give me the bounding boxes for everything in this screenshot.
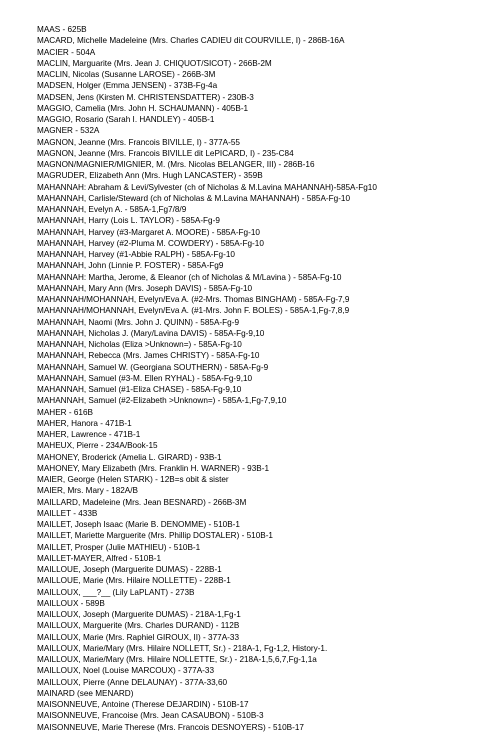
index-entry: MAHANNAH, Naomi (Mrs. John J. QUINN) - 585A-Fg-9 (37, 317, 239, 327)
index-entry: MAGGIO, Camelia (Mrs. John H. SCHAUMANN) - 405B-1 (37, 103, 249, 113)
index-entry: MAISONNEUVE, Marie Therese (Mrs. Francois DESNOYERS) - 510B-17 (37, 722, 304, 732)
index-entry: MAHONEY, Broderick (Amelia L. GIRARD) - 93B-1 (37, 452, 222, 462)
index-entry: MAHANNAH, Harvey (#1-Abbie RALPH) - 585A-Fg-10 (37, 250, 235, 259)
index-entry: MAIER, George (Helen STARK) - 12B=s obit & sister (37, 475, 229, 484)
index-entry: MAHANNAH, Harry (Lois L. TAYLOR) - 585A-Fg-9 (37, 216, 220, 226)
index-entry (37, 733, 489, 744)
index-entry: MAHANNAH/MOHANNAH, Evelyn/Eva A. (#1-Mrs. John F. BOLES) - 585A-1,Fg-7,8,9 (37, 306, 350, 316)
index-entry: MACARD, Michelle Madeleine (Mrs. Charles CADIEU dit COURVILLE, I) - 286B-16A (37, 36, 345, 46)
index-entry: MAILLET, Mariette Marguerite (Mrs. Phillip DOSTALER) - 510B-1 (37, 531, 273, 541)
index-entry: MAISONNEUVE, Francoise (Mrs. Jean CASAUBON) - 510B-3 (37, 711, 264, 721)
index-entry: MAHANNAH/MOHANNAH, Evelyn/Eva A. (#2-Mrs. Thomas BINGHAM) - 585A-Fg-7,9 (37, 295, 350, 304)
index-entry: MAILLOUX, Joseph (Marguerite DUMAS) - 218A-1,Fg-1 (37, 610, 241, 619)
index-entry: MADSEN, Holger (Emma JENSEN) - 373B-Fg-4a (37, 81, 218, 91)
index-entry: MAHER, Hanora - 471B-1 (37, 418, 132, 428)
index-entry: MAHANNAH, Samuel (#1-Eliza CHASE) - 585A-Fg-9,10 (37, 385, 242, 394)
index-entry: MAILLOUX, ___?__ (Lily LaPLANT) - 273B (37, 587, 195, 597)
index-entry: MAILLOUX, Marguerite (Mrs. Charles DURAND) - 112B (37, 621, 240, 631)
index-entry: MAILLET - 433B (37, 508, 98, 518)
index-entry: MAGNER - 532A (37, 126, 100, 136)
index-entry: MAHANNAH, Samuel (#3-M. Ellen RYHAL) - 585A-Fg-9,10 (37, 373, 253, 383)
index-entry: MAGNON, Jeanne (Mrs. Francois BIVILLE dit LePICARD, I) - 235-C84 (37, 148, 294, 158)
index-entry: MACIER - 504A (37, 47, 96, 57)
index-entry: MAINARD (see MENARD) (37, 688, 134, 698)
index-entry: MAHANNAH, Carlisle/Steward (ch of Nicholas & M.Lavina MAHANNAH) - 585A-Fg-10 (37, 193, 351, 203)
index-entry: MAHANNAH: Martha, Jerome, & Eleanor (ch of Nicholas & M/Lavina ) - 585A-Fg-10 (37, 272, 342, 282)
index-entry: MAILLOUE, Marie (Mrs. Hilaire NOLLETTE) - 228B-1 (37, 576, 231, 586)
index-entry: MAILLOUX, Marie/Mary (Mrs. Hilaire NOLLETTE, Sr.) - 218A-1,5,6,7,Fg-1,1a (37, 655, 317, 664)
index-entry: MAHANNAH, John (Linnie P. FOSTER) - 585A-Fg9 (37, 261, 224, 271)
index-entry: MAHER - 616B (37, 407, 93, 417)
index-entry: MAHANNAH, Samuel (#2-Elizabeth >Unknown=) - 585A-1,Fg-7,9,10 (37, 396, 287, 406)
index-entry: MAGRUDER, Elizabeth Ann (Mrs. Hugh LANCASTER) - 359B (37, 171, 263, 181)
index-entry: MAHANNAH, Harvey (#2-Pluma M. COWDERY) - 585A-Fg-10 (37, 238, 264, 248)
index-entry: MAILLET, Joseph Isaac (Marie B. DENOMME) - 510B-1 (37, 520, 240, 529)
index-entry: MAILLOUX - 589B (37, 598, 105, 608)
index-entry: MAHANNAH, Nicholas J. (Mary/Lavina DAVIS) - 585A-Fg-9,10 (37, 328, 265, 338)
index-entry: MAHANNAH, Rebecca (Mrs. James CHRISTY) - 585A-Fg-10 (37, 351, 260, 361)
index-entry: MAHANNAH: Abraham & Levi/Sylvester (ch of Nicholas & M.Lavina MAHANNAH)-585A-Fg10 (37, 182, 377, 192)
index-entry: MAGGIO, Rosario (Sarah I. HANDLEY) - 405B-1 (37, 115, 215, 124)
index-entry: MAGNON, Jeanne (Mrs. Francois BIVILLE, I) - 377A-55 (37, 137, 240, 147)
index-entry: MAILLET, Prosper (Julie MATHIEU) - 510B-1 (37, 542, 201, 552)
index-entry: MAHANNAH, Samuel W. (Georgiana SOUTHERN) - 585A-Fg-9 (37, 362, 269, 372)
index-entry: MAHANNAH, Harvey (#3-Margaret A. MOORE) - 585A-Fg-10 (37, 227, 260, 237)
index-entry: MAILLOUX, Pierre (Anne DELAUNAY) - 377A-33,60 (37, 677, 228, 687)
index-entry: MAILLOUX, Marie/Mary (Mrs. Hilaire NOLLETT, Sr.) - 218A-1, Fg-1,2, History-1. (37, 643, 328, 653)
index-entry: MAHER, Lawrence - 471B-1 (37, 430, 141, 439)
index-entry: MAHANNAH, Mary Ann (Mrs. Joseph DAVIS) - 585A-Fg-10 (37, 283, 253, 293)
index-entry: MAISONNEUVE, Antoine (Therese DEJARDIN) - 510B-17 (37, 700, 249, 709)
index-entry: MAAS - 625B (37, 25, 87, 34)
index-entry: MAILLOUX, Noel (Louise MARCOUX) - 377A-33 (37, 666, 215, 676)
index-entry: MAHANNAH, Nicholas (Eliza >Unknown=) - 585A-Fg-10 (37, 340, 242, 349)
index-entry: MAIER, Mrs. Mary - 182A/B (37, 486, 138, 496)
index-entry: MACLIN, Marguarite (Mrs. Jean J. CHIQUOT/SICOT) - 266B-2M (37, 58, 272, 68)
surname-index-list (37, 24, 489, 744)
index-entry: MAHEUX, Pierre - 234A/Book-15 (37, 441, 158, 451)
index-entry: MAILLOUX, Marie (Mrs. Raphiel GIROUX, II) - 377A-33 (37, 632, 240, 642)
index-entry: MAILLET-MAYER, Alfred - 510B-1 (37, 553, 162, 563)
index-entry: MAHANNAH, Evelyn A. - 585A-1,Fg7/8/9 (37, 205, 187, 214)
index-entry: MAILLOUE, Joseph (Marguerite DUMAS) - 228B-1 (37, 565, 222, 574)
index-entry: MAILLARD, Madeleine (Mrs. Jean BESNARD) - 266B-3M (37, 497, 247, 507)
index-entry: MADSEN, Jens (Kirsten M. CHRISTENSDATTER) - 230B-3 (37, 92, 254, 102)
index-entry: MAHONEY, Mary Elizabeth (Mrs. Franklin H. WARNER) - 93B-1 (37, 463, 270, 473)
index-entry: MACLIN, Nicolas (Susanne LAROSE) - 266B-3M (37, 70, 216, 79)
index-entry: MAGNON/MAGNIER/MIGNIER, M. (Mrs. Nicolas BELANGER, III) - 286B-16 (37, 160, 315, 169)
